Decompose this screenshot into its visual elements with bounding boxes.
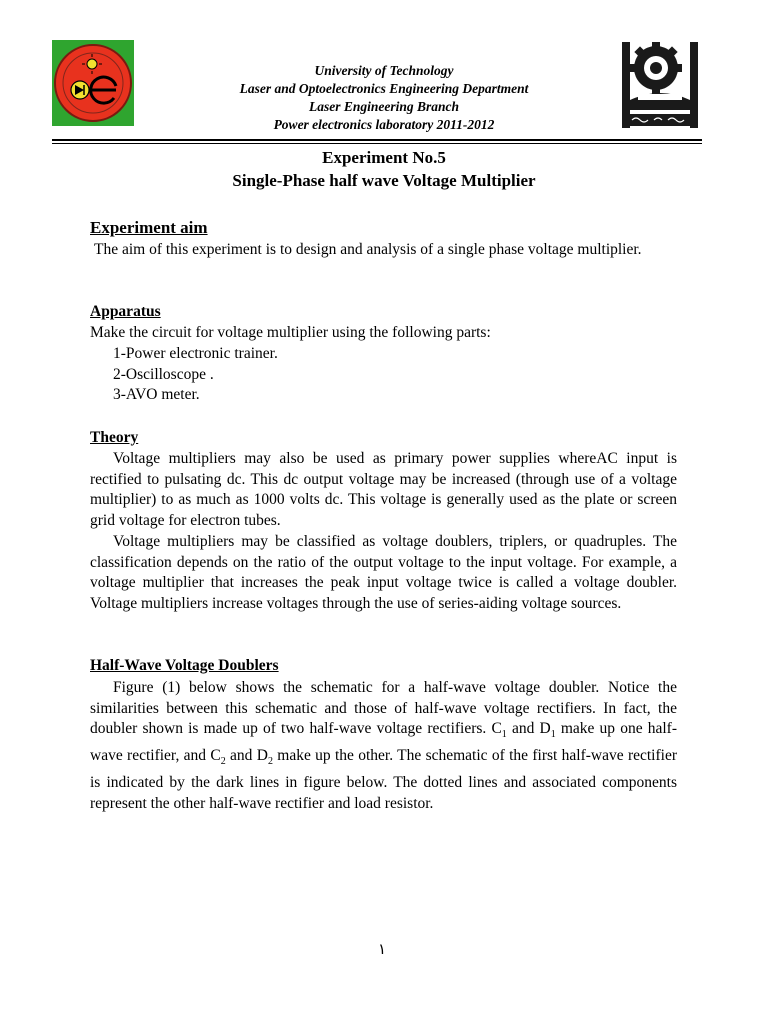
theory-heading: Theory: [90, 429, 139, 446]
university-seal-icon: [618, 38, 702, 134]
header-block: [150, 62, 618, 134]
apparatus-item: 2-Oscilloscope .: [113, 366, 214, 383]
experiment-number: Experiment No.5: [322, 148, 446, 167]
doublers-heading: Half-Wave Voltage Doublers: [90, 657, 279, 674]
laser-optics-emblem-icon: [56, 46, 130, 120]
apparatus-intro: Make the circuit for voltage multiplier using the following parts:: [90, 324, 491, 341]
doublers-paragraph: Figure (1) below shows the schematic for a half-wave voltage doubler. Notice the similarities between this schematic and those of half-wave voltage rectifiers. In fact, the doubler shown is made up of two half-wave voltage rectifiers. $C_1$ and $D_1$ make up one half-wave rectifier, and $C_2$ and $D_2$ make up the other. The schematic of the first half-wave rectifier is indicated by the dark lines in figure below. The dotted lines and associated components represent the other half-wave rectifier and load resistor.: [90, 679, 678, 812]
experiment-title: Single-Phase half wave Voltage Multiplier: [232, 171, 536, 190]
header-rule-thick: [52, 139, 702, 141]
apparatus-item: 1-Power electronic trainer.: [113, 345, 278, 362]
header-rule-thin: [52, 143, 702, 144]
university-name: University of Technology: [314, 63, 454, 78]
department-logo: [52, 40, 134, 126]
apparatus-heading: Apparatus: [90, 303, 161, 320]
theory-paragraph-2: Voltage multipliers may be classified as voltage doublers, triplers, or quadruples. The classification depends on the ratio of the output voltage to the input voltage. For example, a voltage multiplier that increases the peak input voltage twice is called a voltage doubler. Voltage multipliers increase voltages through the use of series-aiding voltage sources.: [90, 533, 677, 613]
university-seal: [618, 38, 702, 134]
department-name: Laser and Optoelectronics Engineering Department: [239, 81, 529, 96]
lab-name: Power electronics laboratory 2011-2012: [273, 117, 495, 132]
theory-paragraph-1: Voltage multipliers may also be used as primary power supplies whereAC input is rectified to pulsating dc. This dc output voltage may be increased (through use of a voltage multiplier) to as much as 1000 volts dc. This voltage is generally used as the plate or screen grid voltage for electron tubes.: [90, 450, 677, 530]
page-number: ١: [378, 942, 387, 958]
department-logo-disc: [54, 44, 132, 122]
aim-text: The aim of this experiment is to design and analysis of a single phase voltage multiplier.: [94, 241, 642, 258]
aim-heading: Experiment aim: [90, 218, 208, 237]
apparatus-item: 3-AVO meter.: [113, 386, 200, 403]
branch-name: Laser Engineering Branch: [308, 99, 460, 114]
